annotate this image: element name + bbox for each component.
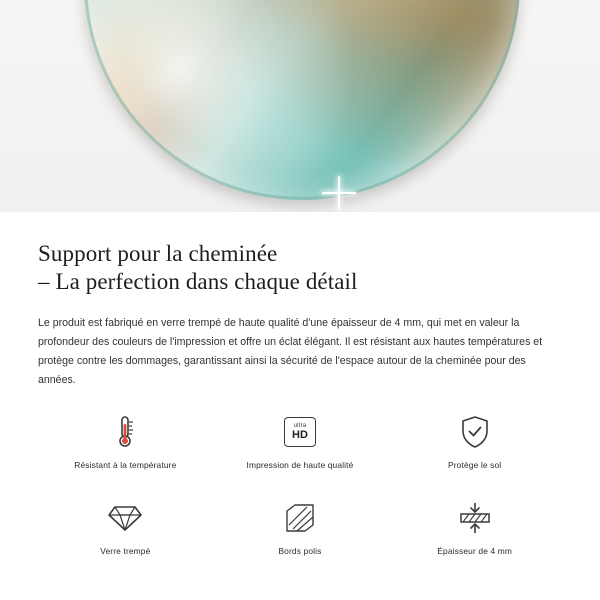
feature-label: Bords polis [278, 546, 322, 556]
feature-label: Épaisseur de 4 mm [437, 546, 513, 556]
feature-item-tempered-glass [38, 498, 213, 570]
page-title-line-1: Support pour la cheminée [38, 241, 278, 266]
ultra-hd-badge-bottom: HD [292, 429, 308, 441]
feature-item-temperature-resistant [38, 412, 213, 484]
diamond-icon [108, 498, 142, 538]
feature-list [38, 412, 562, 570]
page-title [38, 240, 562, 296]
thermometer-icon [113, 412, 137, 452]
feature-item-floor-protection [387, 412, 562, 484]
feature-item-thickness [387, 498, 562, 570]
thickness-arrows-icon [458, 498, 492, 538]
feature-label: Impression de haute qualité [246, 460, 354, 470]
feature-label: Résistant à la température [74, 460, 177, 470]
ultra-hd-badge-top: ultra [293, 423, 307, 429]
content-area [0, 240, 600, 570]
product-description-text: Le produit est fabriqué en verre trempé de haute qualité d'une épaisseur de 4 mm, qui met en valeur la profondeur des couleurs de l'impression et offre un éclat élégant. Il est résistant aux hautes températures et protège contre les dommages, garantissant ainsi la sécurité de l'espace autour de la cheminée pour des années. [38, 317, 543, 386]
feature-item-polished-edges [213, 498, 388, 570]
ultra-hd-icon [284, 412, 316, 452]
polished-edges-icon [285, 498, 315, 538]
feature-item-print-quality [213, 412, 388, 484]
page-title-line-2: – La perfection dans chaque détail [38, 269, 358, 294]
feature-label: Protège le sol [448, 460, 502, 470]
shield-check-icon [460, 412, 490, 452]
hero-image [0, 0, 600, 212]
feature-label: Verre trempé [100, 546, 151, 556]
